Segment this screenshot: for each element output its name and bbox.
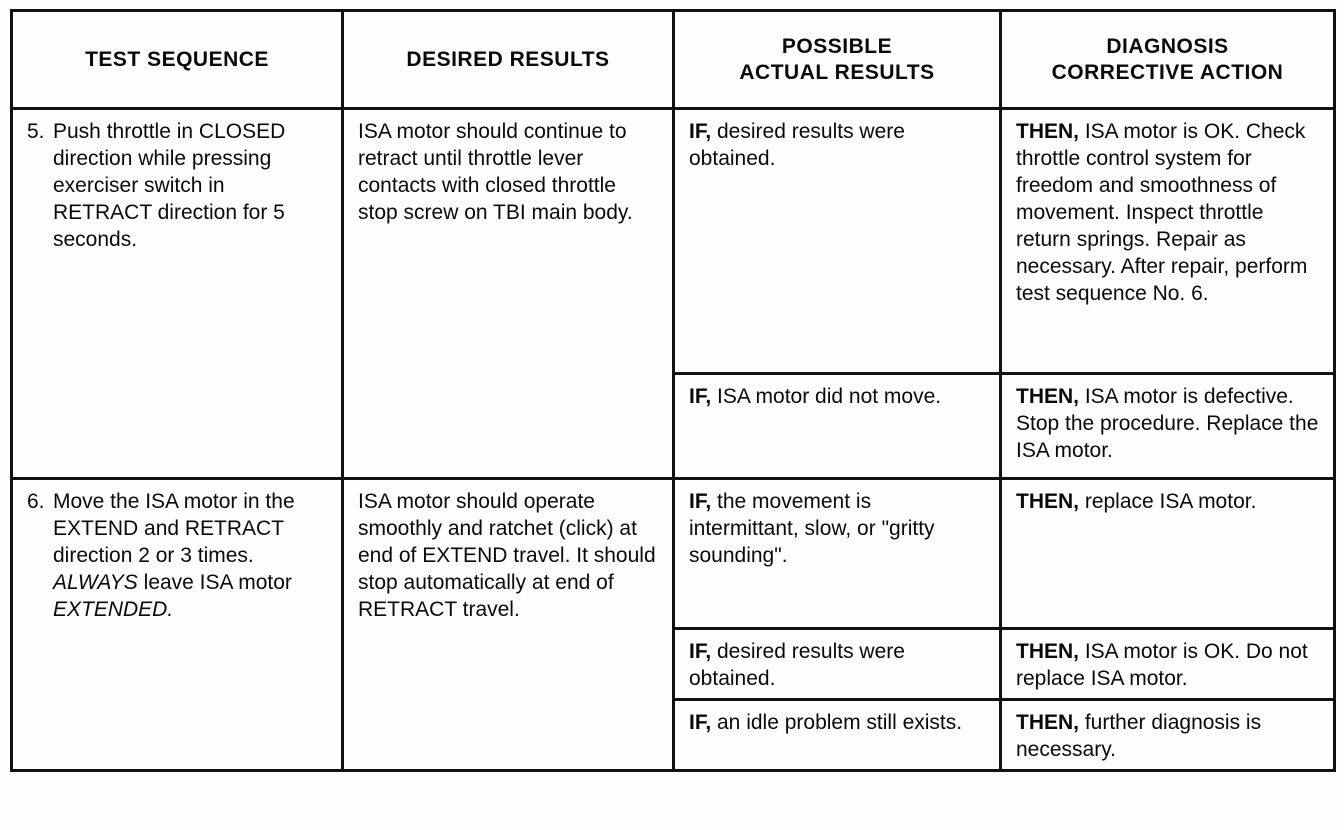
test-sequence-cell <box>12 479 343 771</box>
then-keyword: THEN, <box>1016 640 1079 663</box>
step-number: 5. <box>27 120 45 143</box>
corrective-action-cell <box>1001 629 1335 700</box>
actual-result-cell <box>674 109 1001 374</box>
header-possible-line1: POSSIBLE <box>781 34 893 58</box>
actual-result-cell <box>674 629 1001 700</box>
actual-result-cell <box>674 479 1001 629</box>
test-sequence-cell <box>12 109 343 479</box>
if-text: the movement is intermittant, slow, or "gritty sounding". <box>689 490 935 567</box>
step-text <box>53 488 327 623</box>
step-text-emphasis-extended: EXTENDED. <box>53 598 174 621</box>
step-text-part1: Move the ISA motor in the EXTEND and RETRACT direction 2 or 3 times. <box>53 490 295 567</box>
if-keyword: IF, <box>689 385 712 408</box>
desired-results-cell <box>343 109 674 479</box>
header-diagnosis-line2: CORRECTIVE ACTION <box>1051 60 1284 84</box>
header-possible-line2: ACTUAL RESULTS <box>739 60 935 84</box>
then-text: replace ISA motor. <box>1079 490 1257 513</box>
corrective-action-cell <box>1001 700 1335 771</box>
step-number: 6. <box>27 490 45 513</box>
then-text: ISA motor is OK. Check throttle control system for freedom and smoothness of movement. Inspect throttle return springs. Repair as necessary. After repair, perform test sequence No. 6. <box>1016 120 1308 305</box>
if-keyword: IF, <box>689 711 712 734</box>
if-keyword: IF, <box>689 640 712 663</box>
header-diagnosis-corrective-action <box>1001 11 1335 109</box>
table-row <box>12 109 1335 374</box>
header-desired-results <box>343 11 674 109</box>
if-text: an idle problem still exists. <box>711 711 963 734</box>
corrective-action-cell <box>1001 479 1335 629</box>
then-keyword: THEN, <box>1016 490 1079 513</box>
desired-results-text: ISA motor should continue to retract until throttle lever contacts with closed throttle stop screw on TBI main body. <box>358 120 633 224</box>
header-test-sequence-label: TEST SEQUENCE <box>85 47 269 71</box>
if-text: ISA motor did not move. <box>711 385 942 408</box>
then-keyword: THEN, <box>1016 120 1079 143</box>
corrective-action-cell <box>1001 109 1335 374</box>
header-row <box>12 11 1335 109</box>
then-keyword: THEN, <box>1016 711 1079 734</box>
step-text: Push throttle in CLOSED direction while pressing exerciser switch in RETRACT direction for 5 seconds. <box>53 120 286 251</box>
diagnosis-table <box>10 9 1336 772</box>
desired-results-cell <box>343 479 674 771</box>
header-test-sequence <box>12 11 343 109</box>
corrective-action-cell <box>1001 374 1335 479</box>
table-row <box>12 479 1335 629</box>
actual-result-cell <box>674 700 1001 771</box>
if-keyword: IF, <box>689 490 712 513</box>
actual-result-cell <box>674 374 1001 479</box>
then-text: ISA motor is OK. Do not replace ISA motor. <box>1016 640 1308 690</box>
header-desired-results-label: DESIRED RESULTS <box>406 47 610 71</box>
header-diagnosis-line1: DIAGNOSIS <box>1106 34 1229 58</box>
if-text: desired results were obtained. <box>689 640 905 690</box>
then-text: ISA motor is defective. Stop the procedure. Replace the ISA motor. <box>1016 385 1319 462</box>
if-keyword: IF, <box>689 120 712 143</box>
then-keyword: THEN, <box>1016 385 1079 408</box>
then-text: further diagnosis is necessary. <box>1016 711 1262 761</box>
step-text-emphasis-always: ALWAYS <box>53 571 138 594</box>
step-text-part2: leave ISA motor <box>137 571 292 594</box>
desired-results-text: ISA motor should operate smoothly and ratchet (click) at end of EXTEND travel. It should stop automatically at end of RETRACT travel. <box>358 490 656 621</box>
if-text: desired results were obtained. <box>689 120 905 170</box>
header-possible-actual-results <box>674 11 1001 109</box>
